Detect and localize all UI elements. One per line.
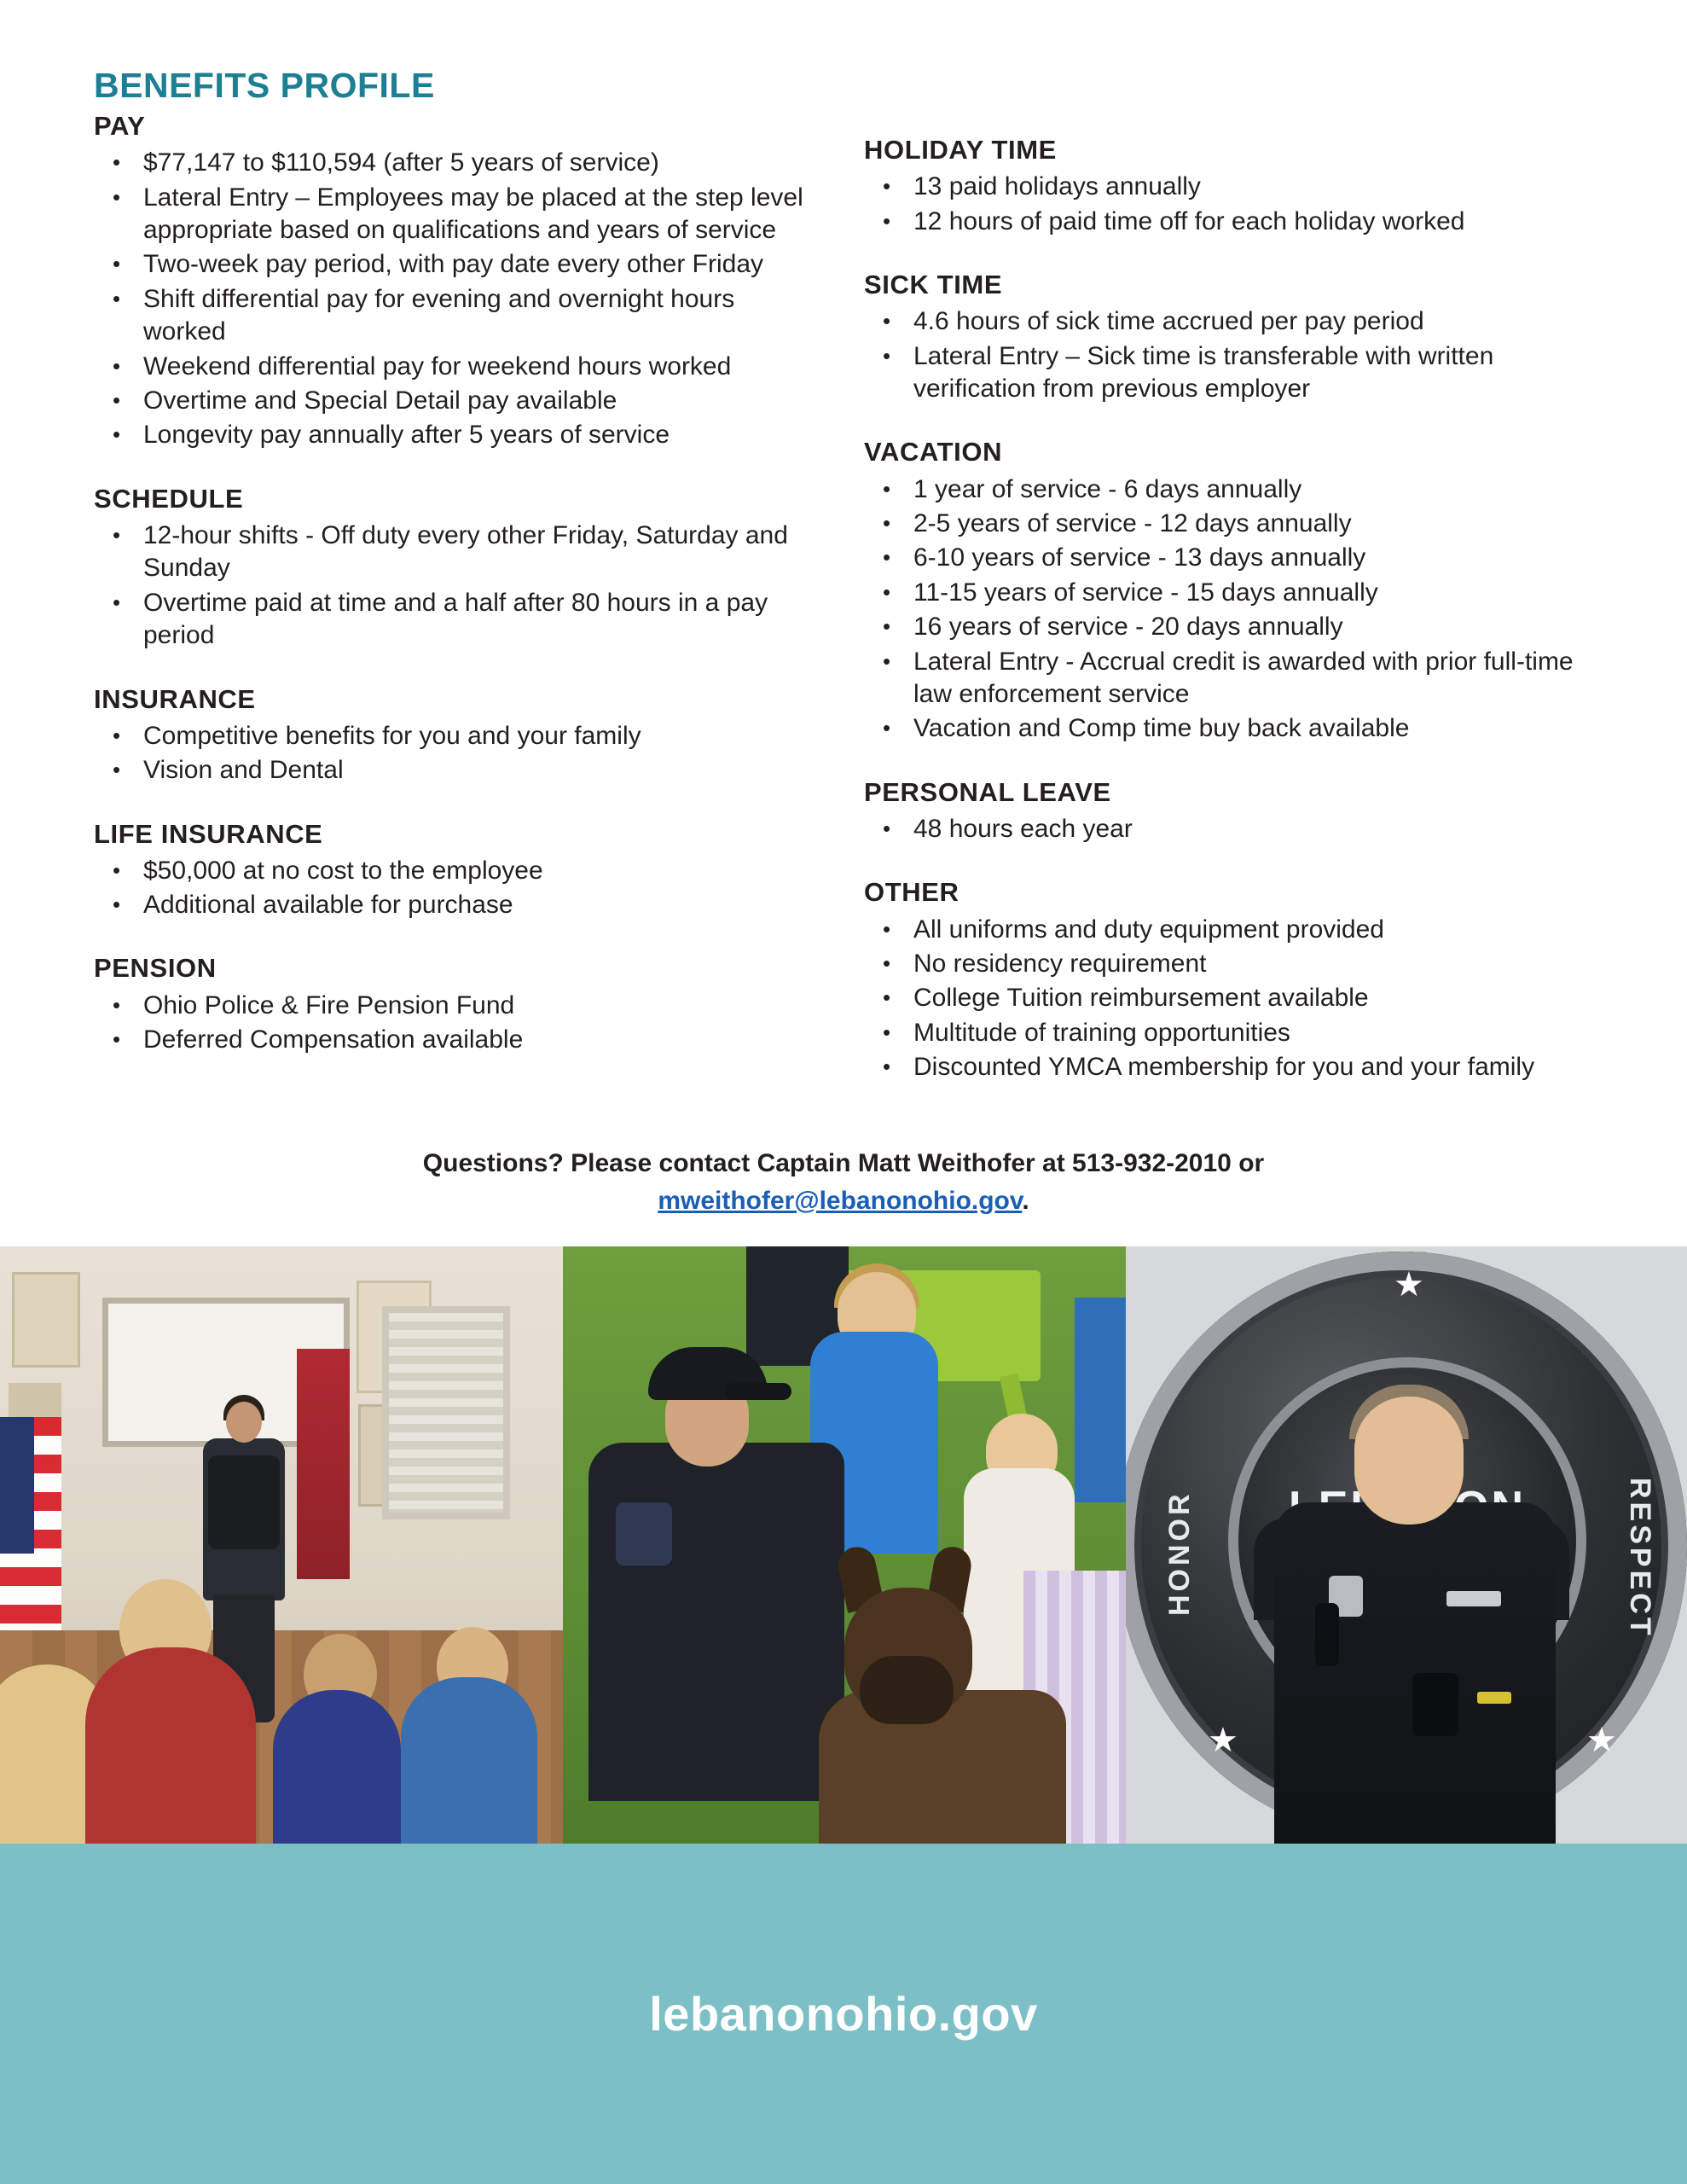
body-camera-icon <box>1412 1673 1458 1736</box>
list-item: • Vision and Dental <box>94 754 823 787</box>
list-item: • Ohio Police & Fire Pension Fund <box>94 990 823 1022</box>
section-heading-life-insurance: LIFE INSURANCE <box>94 818 323 849</box>
k9-demo-photo <box>563 1246 1126 1844</box>
list-item: • $77,147 to $110,594 (after 5 years of service) <box>94 147 823 179</box>
list-item: • Lateral Entry – Employees may be placed at the step level appropriate based on qualifications and years of service <box>94 182 823 247</box>
insurance-list <box>94 720 823 787</box>
list-item: • Deferred Compensation available <box>94 1024 823 1056</box>
list-item: • Lateral Entry – Sick time is transferable with written verification from previous employer <box>864 340 1593 406</box>
list-item: • Longevity pay annually after 5 years of service <box>94 419 823 451</box>
list-item: • All uniforms and duty equipment provided <box>864 914 1593 946</box>
duty-belt-item <box>1477 1692 1511 1704</box>
contact-block <box>94 1145 1593 1219</box>
vacation-list <box>864 473 1593 746</box>
list-item: • 4.6 hours of sick time accrued per pay period <box>864 305 1593 338</box>
list-item: • Discounted YMCA membership for you and your family <box>864 1051 1593 1083</box>
list-item: • Vacation and Comp time buy back available <box>864 712 1593 745</box>
list-item: • 12 hours of paid time off for each holiday worked <box>864 206 1593 238</box>
section-vacation <box>864 436 1593 745</box>
pay-list <box>94 147 823 452</box>
section-heading-insurance: INSURANCE <box>94 683 256 714</box>
left-column <box>94 110 823 1085</box>
officer-portrait-badge-photo <box>1126 1246 1687 1844</box>
page-title: BENEFITS PROFILE <box>94 66 435 105</box>
officer-torso <box>588 1443 844 1801</box>
list-item: • Additional available for purchase <box>94 889 823 921</box>
sick-time-list <box>864 305 1593 405</box>
list-item: • Two-week pay period, with pay date every other Friday <box>94 248 823 281</box>
student-figure <box>85 1647 256 1844</box>
section-pension <box>94 952 823 1056</box>
section-heading-other: OTHER <box>864 877 959 908</box>
section-heading-holiday-time: HOLIDAY TIME <box>864 135 1057 166</box>
section-heading-sick-time: SICK TIME <box>864 270 1003 300</box>
list-item: • Overtime paid at time and a half after 80 hours in a pay period <box>94 587 823 653</box>
footer-band <box>0 1844 1687 2184</box>
section-schedule <box>94 483 823 653</box>
list-item: • 12-hour shifts - Off duty every other Friday, Saturday and Sunday <box>94 520 823 585</box>
pension-list <box>94 990 823 1057</box>
wall-banner <box>297 1349 350 1579</box>
section-heading-pension: PENSION <box>94 953 217 984</box>
list-item: • 1 year of service - 6 days annually <box>864 473 1593 506</box>
classroom-presentation-photo <box>0 1246 563 1844</box>
list-item: • Overtime and Special Detail pay available <box>94 385 823 417</box>
shoulder-patch-icon <box>616 1502 672 1565</box>
section-heading-pay: PAY <box>94 111 146 142</box>
list-item: • 13 paid holidays annually <box>864 171 1593 203</box>
child-figure <box>1075 1298 1126 1502</box>
list-item: • $50,000 at no cost to the employee <box>94 855 823 887</box>
window-blinds <box>382 1306 510 1519</box>
shoulder-mic-icon <box>1315 1603 1339 1666</box>
section-other <box>864 876 1593 1083</box>
list-item: • Multitude of training opportunities <box>864 1017 1593 1049</box>
contact-period: . <box>1022 1186 1029 1215</box>
life-insurance-list <box>94 855 823 922</box>
officer-head <box>1354 1397 1464 1525</box>
contact-line: Questions? Please contact Captain Matt Weithofer at 513-932-2010 or <box>422 1149 1265 1178</box>
list-item: • 2-5 years of service - 12 days annually <box>864 508 1593 540</box>
name-plate <box>1446 1591 1501 1606</box>
badge-word-honor: HONOR <box>1163 1491 1196 1617</box>
poster-icon <box>12 1272 80 1368</box>
student-figure <box>273 1690 401 1844</box>
list-item: • Weekend differential pay for weekend hours worked <box>94 351 823 383</box>
list-item: • 48 hours each year <box>864 813 1593 845</box>
section-life-insurance <box>94 818 823 922</box>
star-icon: ★ <box>1394 1266 1424 1304</box>
list-item: • College Tuition reimbursement available <box>864 982 1593 1014</box>
photo-strip <box>0 1246 1687 1844</box>
section-insurance <box>94 683 823 787</box>
right-column <box>864 110 1593 1085</box>
k9-snout <box>860 1656 954 1724</box>
star-icon: ★ <box>1208 1722 1238 1760</box>
section-heading-vacation: VACATION <box>864 437 1003 468</box>
footer-website[interactable]: lebanonohio.gov <box>649 1987 1038 2042</box>
list-item: • Lateral Entry - Accrual credit is awarded with prior full-time law enforcement service <box>864 646 1593 712</box>
list-item: • No residency requirement <box>864 948 1593 980</box>
list-item: • 6-10 years of service - 13 days annually <box>864 542 1593 574</box>
star-icon: ★ <box>1586 1722 1617 1760</box>
flag-canton <box>0 1417 34 1554</box>
officer-vest <box>208 1455 280 1549</box>
contact-email-link[interactable]: mweithofer@lebanonohio.gov <box>658 1186 1023 1215</box>
personal-leave-list <box>864 813 1593 845</box>
student-figure <box>401 1677 537 1844</box>
section-personal-leave <box>864 776 1593 846</box>
holiday-time-list <box>864 171 1593 238</box>
list-item: • 11-15 years of service - 15 days annually <box>864 577 1593 609</box>
list-item: • Competitive benefits for you and your family <box>94 720 823 752</box>
other-list <box>864 914 1593 1084</box>
section-pay <box>94 110 823 452</box>
section-sick-time <box>864 269 1593 405</box>
section-heading-schedule: SCHEDULE <box>94 483 244 514</box>
list-item: • Shift differential pay for evening and overnight hours worked <box>94 283 823 349</box>
two-column-layout <box>94 110 1593 1085</box>
badge-word-respect: RESPECT <box>1624 1478 1656 1639</box>
section-holiday-time <box>864 134 1593 238</box>
schedule-list <box>94 520 823 653</box>
list-item: • 16 years of service - 20 days annually <box>864 611 1593 643</box>
cap-brim <box>725 1383 791 1400</box>
section-heading-personal-leave: PERSONAL LEAVE <box>864 776 1111 807</box>
